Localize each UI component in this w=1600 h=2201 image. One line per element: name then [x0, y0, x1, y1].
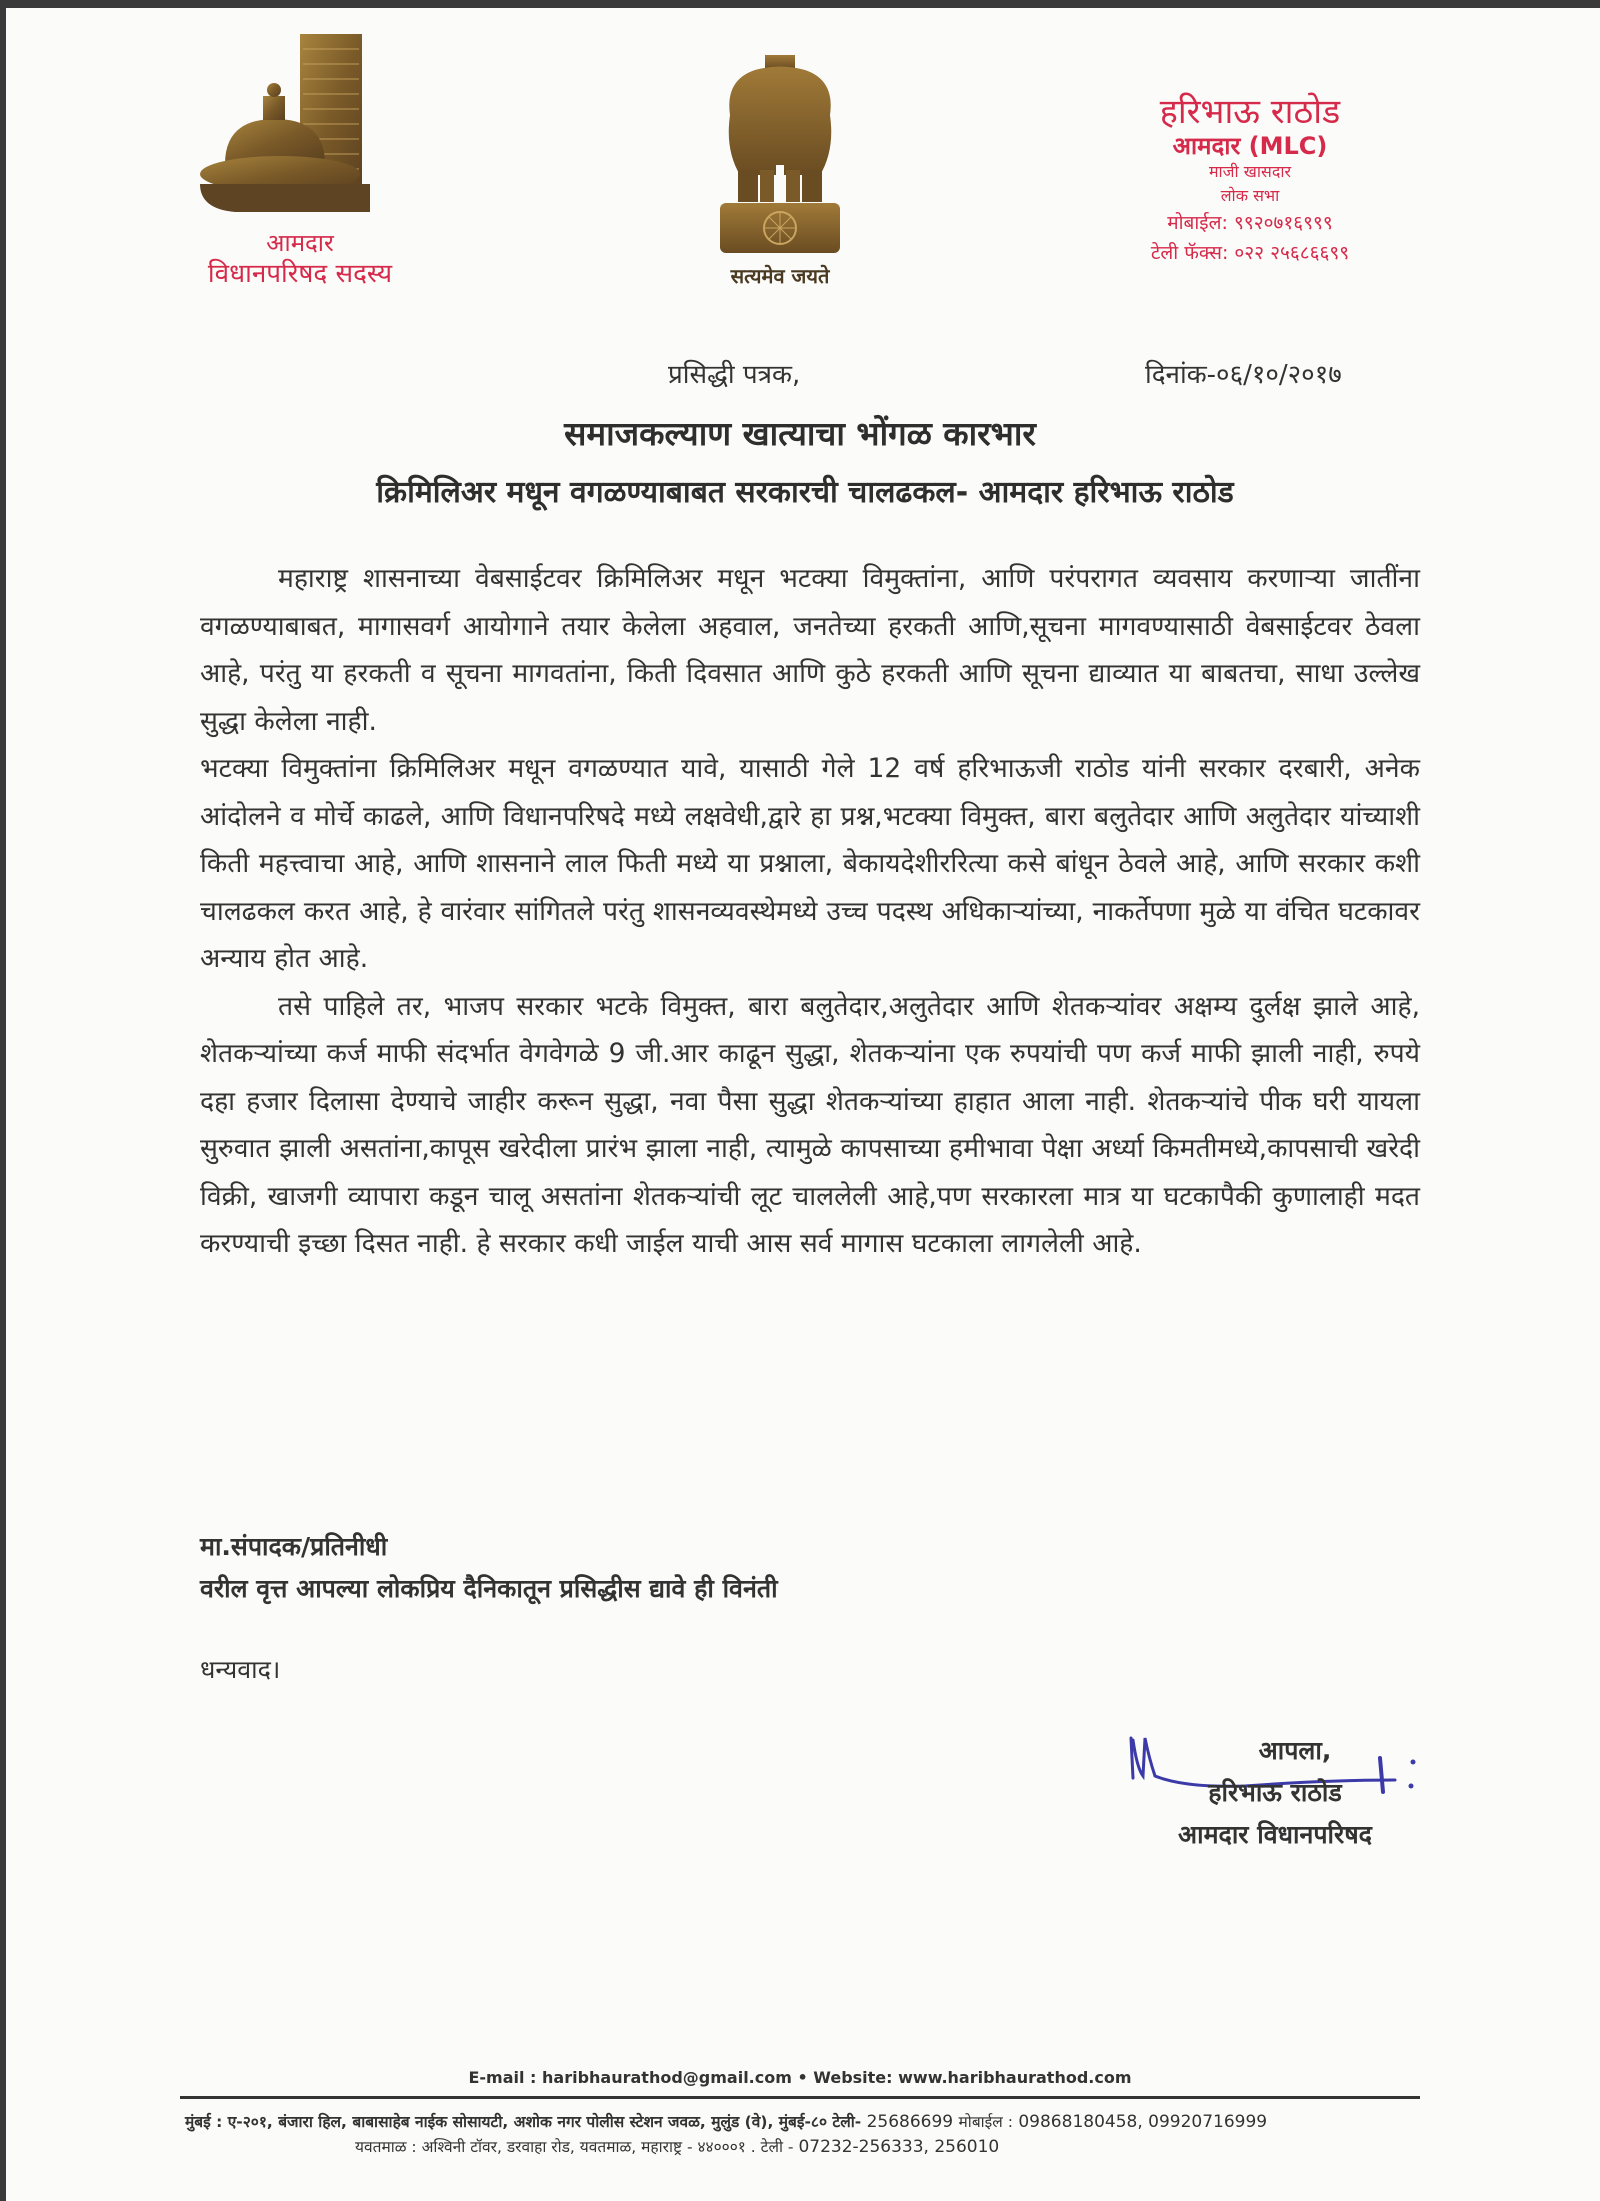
editor-address: मा.संपादक/प्रतिनीधी — [200, 1532, 388, 1561]
sender-former-role: माजी खासदार — [1208, 162, 1292, 181]
yavatmal-address: यवतमाळ : अश्विनी टॉवर, डरवाहा रोड, यवतमाळ, महाराष्ट्र - ४४०००१ . टेली - — [355, 2138, 794, 2156]
publication-request: वरील वृत्त आपल्या लोकप्रिय दैनिकातून प्रसिद्धीस द्यावे ही विनंती — [200, 1574, 778, 1603]
state-emblem-icon — [710, 55, 850, 265]
sender-details — [1060, 92, 1440, 268]
sender-title: आमदार (MLC) — [1172, 132, 1328, 160]
thanks-note: धन्यवाद। — [200, 1655, 281, 1684]
sender-telefax: टेली फॅक्स: ०२२ २५६८६६९९ — [1150, 242, 1350, 264]
editor-request — [200, 1526, 778, 1610]
mumbai-phone: 25686699 — [866, 2112, 954, 2132]
member-caption — [150, 228, 450, 290]
left-caption-line2: विधानपरिषद सदस्य — [207, 259, 393, 289]
left-caption-line1: आमदार — [266, 229, 334, 257]
press-release-label: प्रसिद्धी पत्रक, — [668, 360, 801, 390]
press-release-body — [200, 555, 1420, 1268]
body-paragraph-2: भटक्या विमुक्तांना क्रिमिलिअर मधून वगळण्यात यावे, यासाठी गेले 12 वर्ष हरिभाऊजी राठोड यांनी सरकार दरबारी, अनेक आंदोलने व मोर्चे काढले, आणि विधानपरिषदे मध्ये लक्षवेधी,द्वारे हा प्रश्न,भटक्या विमुक्त, बारा बलुतेदार आणि अलुतेदार यांच्याशी किती महत्त्वाचा आहे, आणि शासनाने लाल फिती मध्ये या प्रश्नाला, बेकायदेशीररित्या कसे बांधून ठेवले आहे, आणि सरकार कशी चालढकल करत आहे, हे वारंवार सांगितले परंतु शासनव्यवस्थेमध्ये उच्च पदस्थ अधिकाऱ्यांच्या, नाकर्तेपणा मुळे या वंचित घटकावर अन्याय होत आहे. — [200, 753, 1420, 974]
mumbai-mobile-label: मोबाईल : — [958, 2113, 1013, 2131]
mumbai-mobiles: 09868180458, 09920716999 — [1018, 2112, 1268, 2132]
stupa-emblem-icon — [195, 24, 425, 224]
signatory-name: हरिभाऊ राठोड — [1208, 1778, 1342, 1807]
yours-salutation: आपला, — [1258, 1736, 1332, 1765]
body-paragraph-1: महाराष्ट्र शासनाच्या वेबसाईटवर क्रिमिलिअर मधून भटक्या विमुक्तांना, आणि परंपरागत व्यवसाय करणाऱ्या जातींना वगळण्याबाबत, मागासवर्ग आयोगाने तयार केलेला अहवाल, जनतेच्या हरकती आणि,सूचना मागवण्यासाठी वेबसाईटवर ठेवला आहे, परंतु या हरकती व सूचना मागवतांना, किती दिवसात आणि कुठे हरकती आणि सूचना द्याव्यात या बाबतचा, साधा उल्लेख सुद्धा केलेला नाही. — [200, 563, 1420, 737]
sender-mobile: मोबाईल: ९९२०७१६९९९ — [1167, 212, 1333, 234]
footer-divider — [180, 2096, 1420, 2099]
yavatmal-address-line — [355, 2135, 1415, 2157]
release-date: दिनांक-०६/१०/२०१७ — [1145, 360, 1342, 390]
body-paragraph-3: तसे पाहिले तर, भाजप सरकार भटके विमुक्त, बारा बलुतेदार,अलुतेदार आणि शेतकऱ्यांवर अक्षम्य दुर्लक्ष झाले आहे, शेतकऱ्यांच्या कर्ज माफी संदर्भात वेगवेगळे 9 जी.आर काढून सुद्धा, शेतकऱ्यांना एक रुपयांची पण कर्ज माफी झाली नाही, रुपये दहा हजार दिलासा देण्याचे जाहीर करून सुद्धा, नवा पैसा सुद्धा शेतकऱ्यांच्या हाहात आला नाही. शेतकऱ्यांचे पीक घरी यायला सुरुवात झाली असतांना,कापूस खरेदीला प्रारंभ झाला नाही, त्यामुळे कापसाच्या हमीभावा पेक्षा अर्ध्या किमतीमध्ये,कापसाची खरेदी विक्री, खाजगी व्यापारा कडून चालू असतांना शेतकऱ्यांची लूट चाललेली आहे,पण सरकारला मात्र या घटकापैकी कुणालाही मदत करण्याची इच्छा दिसत नाही. हे सरकार कधी जाईल याची आस सर्व मागास घटकाला लागलेली आहे. — [200, 990, 1420, 1259]
signature-block — [1130, 1730, 1420, 1856]
signatory-title: आमदार विधानपरिषद — [1178, 1820, 1372, 1849]
emblem-motto: सत्यमेव जयते — [730, 264, 830, 288]
mumbai-address: मुंबई : ए-२०१, बंजारा हिल, बाबासाहेब नाईक सोसायटी, अशोक नगर पोलीस स्टेशन जवळ, मुलुंड (वे), मुंबई-८० टेली- — [185, 2113, 862, 2131]
headline: समाजकल्याण खात्याचा भोंगळ कारभार — [564, 414, 1036, 453]
mumbai-address-line — [185, 2110, 1425, 2132]
sender-name: हरिभाऊ राठोड — [1159, 92, 1341, 132]
sender-house: लोक सभा — [1220, 186, 1280, 205]
yavatmal-phones: 07232-256333, 256010 — [798, 2137, 1000, 2157]
subheadline: क्रिमिलिअर मधून वगळण्याबाबत सरकारची चालढकल- आमदार हरिभाऊ राठोड — [376, 475, 1234, 510]
footer-contact: E-mail : haribhaurathod@gmail.com • Website: www.haribhaurathod.com — [468, 2068, 1132, 2087]
